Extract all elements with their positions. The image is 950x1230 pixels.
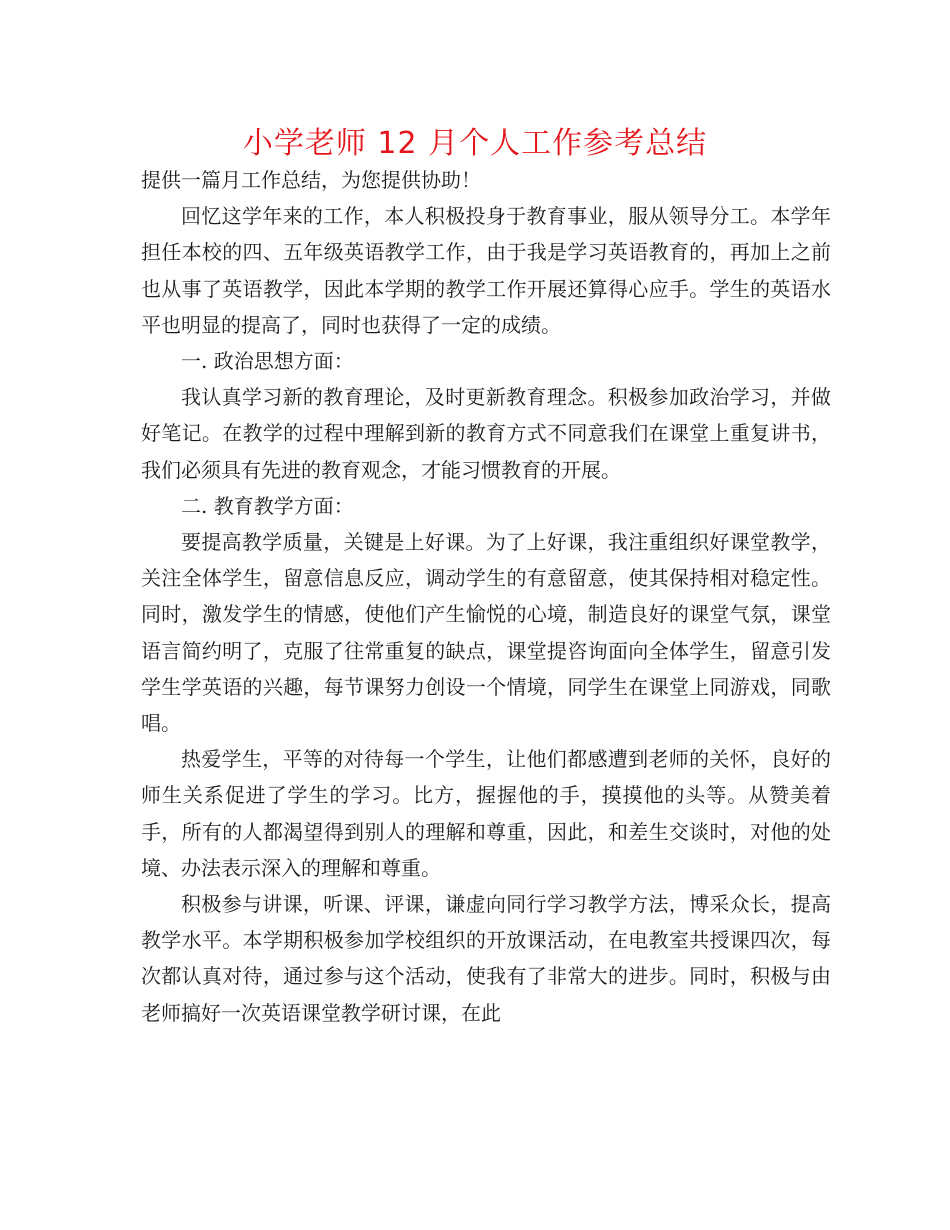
- body-paragraph: 我认真学习新的教育理论，及时更新教育理念。积极参加政治学习，并做好笔记。在教学的过程中理解到新的教育方式不同意我们在课堂上重复讲书，我们必须具有先进的教育观念，才能习惯教育的开展。: [141, 385, 831, 482]
- body-paragraph: 积极参与讲课，听课、评课，谦虚向同行学习教学方法，博采众长，提高教学水平。本学期积极参加学校组织的开放课活动，在电教室共授课四次，每次都认真对待，通过参与这个活动，使我有了非常大的进步。同时，积极与由老师搞好一次英语课堂教学研讨课，在此: [141, 892, 831, 1025]
- body-paragraph: 要提高教学质量，关键是上好课。为了上好课，我注重组织好课堂教学，关注全体学生，留意信息反应，调动学生的有意留意，使其保持相对稳定性。同时，激发学生的情感，使他们产生愉悦的心境，制造良好的课堂气氛，课堂语言简约明了，克服了往常重复的缺点，课堂提咨询面向全体学生，留意引发学生学英语的兴趣，每节课努力创设一个情境，同学生在课堂上同游戏，同歌唱。: [141, 530, 831, 736]
- body-paragraph: 热爱学生，平等的对待每一个学生，让他们都感遭到老师的关怀，良好的师生关系促进了学生的学习。比方，握握他的手，摸摸他的头等。从赞美着手，所有的人都渴望得到别人的理解和尊重，因此，和差生交谈时，对他的处境、办法表示深入的理解和尊重。: [141, 747, 831, 880]
- section-heading: 二. 教育教学方面：: [181, 493, 354, 518]
- document-body: [141, 162, 831, 1031]
- section-heading: 一. 政治思想方面：: [181, 349, 354, 374]
- body-paragraph: 回忆这学年来的工作，本人积极投身于教育事业，服从领导分工。本学年担任本校的四、五年级英语教学工作，由于我是学习英语教育的，再加上之前也从事了英语教学，因此本学期的教学工作开展还算得心应手。学生的英语水平也明显的提高了，同时也获得了一定的成绩。: [141, 204, 831, 337]
- document-title: 小学老师 12 月个人工作参考总结: [242, 126, 708, 161]
- intro-paragraph: 提供一篇月工作总结，为您提供协助！: [141, 168, 481, 192]
